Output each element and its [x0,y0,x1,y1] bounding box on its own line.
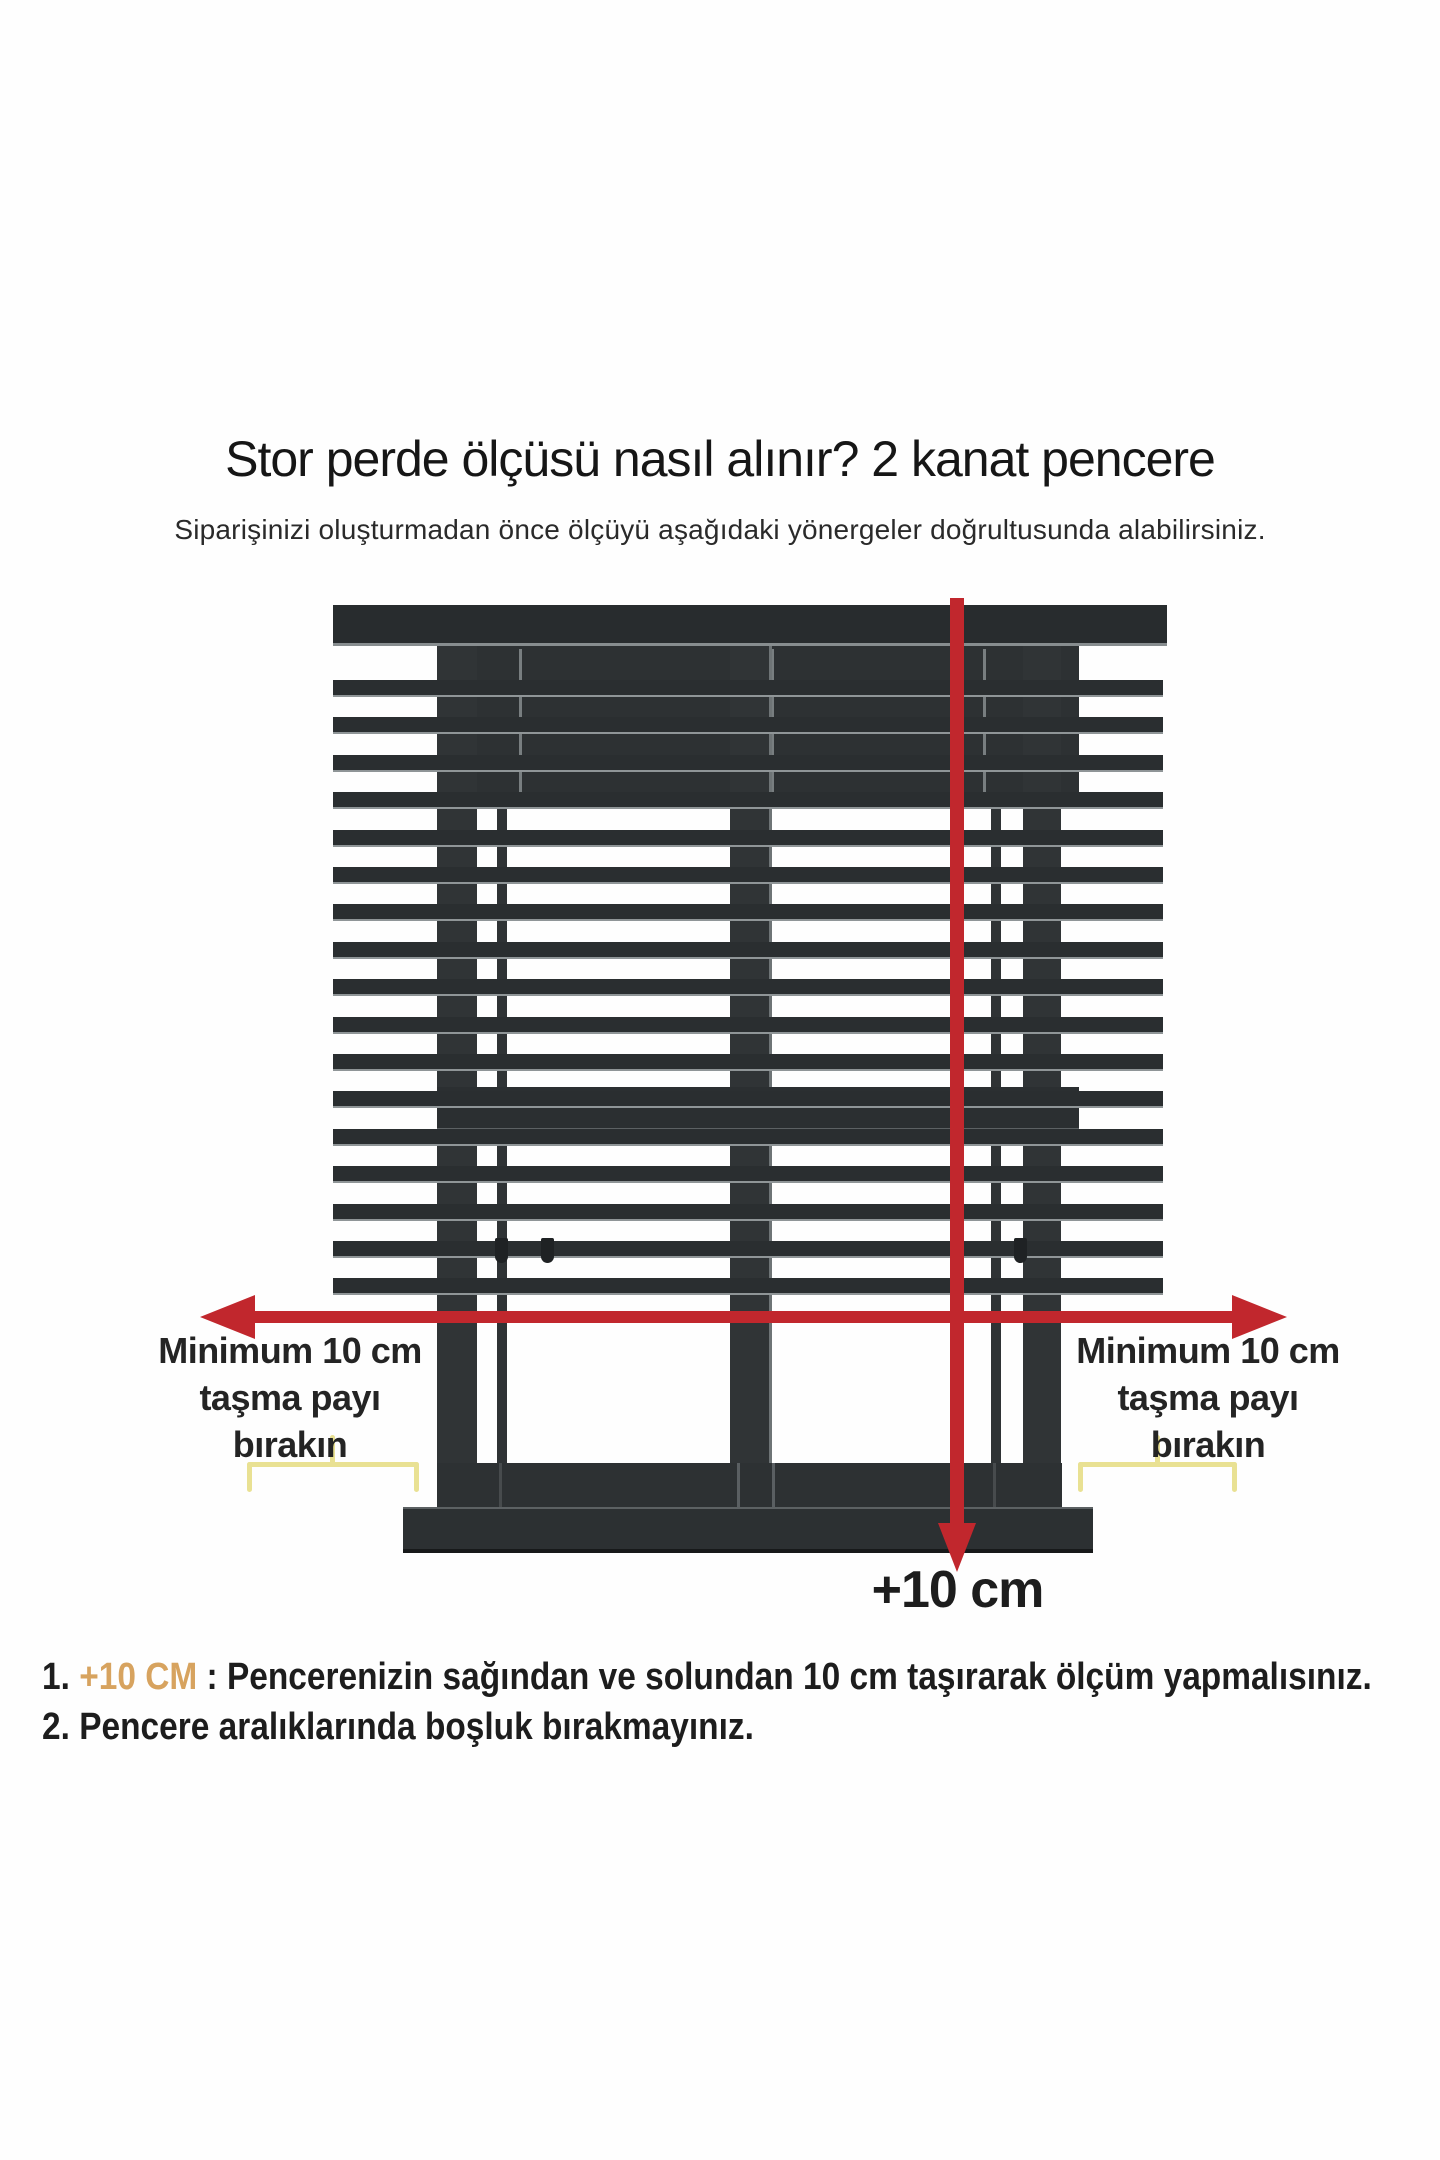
blind-slat [333,1278,1163,1295]
blind-slat [333,717,1163,734]
blind-slat [333,1241,1163,1258]
window-center-post [730,643,772,1507]
width-measure-arrow [246,1311,1242,1323]
plus-10-cm-label: +10 cm [871,1561,1044,1619]
blind-slat [333,1129,1163,1146]
rail-detail-line [993,1463,996,1507]
window-left-post [437,643,477,1507]
blind-slat [333,1204,1163,1221]
blind-slat [333,979,1163,996]
left-overhang-label [145,1327,435,1468]
sash-handle [1014,1238,1027,1263]
blind-slat [333,904,1163,921]
instruction-item-2 [42,1702,1272,1752]
blind-slat [333,1166,1163,1183]
instruction-2-text: Pencere aralıklarında boşluk bırakmayınız. [79,1706,754,1748]
blind-slat [333,867,1163,884]
blind-slat [333,755,1163,772]
right-overhang-label-line1: Minimum 10 cm [1076,1330,1340,1371]
rail-detail-line [772,1463,775,1507]
sash-handle [541,1238,554,1263]
height-measure-arrow [950,598,964,1523]
blind-slat [333,680,1163,697]
blind-slat [333,792,1163,809]
blind-slat [333,830,1163,847]
sash-handle [495,1238,508,1263]
instruction-1-text: : Pencerenizin sağından ve solundan 10 cm taşırarak ölçüm yapmalısınız. [206,1656,1372,1698]
left-overhang-label-line1: Minimum 10 cm [158,1330,422,1371]
page-title: Stor perde ölçüsü nasıl alınır? 2 kanat pencere [225,431,1215,487]
rail-detail-line [499,1463,502,1507]
blind-slat [333,1017,1163,1034]
rail-detail-line [737,1463,740,1507]
instruction-1-number: 1. [42,1656,70,1698]
blind-slat [333,1054,1163,1071]
instruction-1-highlight: +10 CM [79,1656,198,1698]
instructions-list [42,1652,1440,1752]
right-overhang-label-line2: taşma payı bırakın [1117,1377,1299,1465]
left-overhang-label-line2: taşma payı bırakın [199,1377,381,1465]
window-right-post [1023,643,1061,1507]
blind-slat [333,1091,1163,1108]
blind-slat [333,942,1163,959]
instruction-item-1 [42,1652,1372,1702]
window-bottom-rail [437,1463,1062,1507]
instruction-2-number: 2. [42,1706,70,1748]
blind-headrail [333,605,1167,646]
right-overhang-label [1063,1327,1353,1468]
window-sill [403,1507,1093,1553]
page-subtitle: Siparişinizi oluşturmadan önce ölçüyü aşağıdaki yönergeler doğrultusunda alabilirsiniz. [174,514,1266,545]
